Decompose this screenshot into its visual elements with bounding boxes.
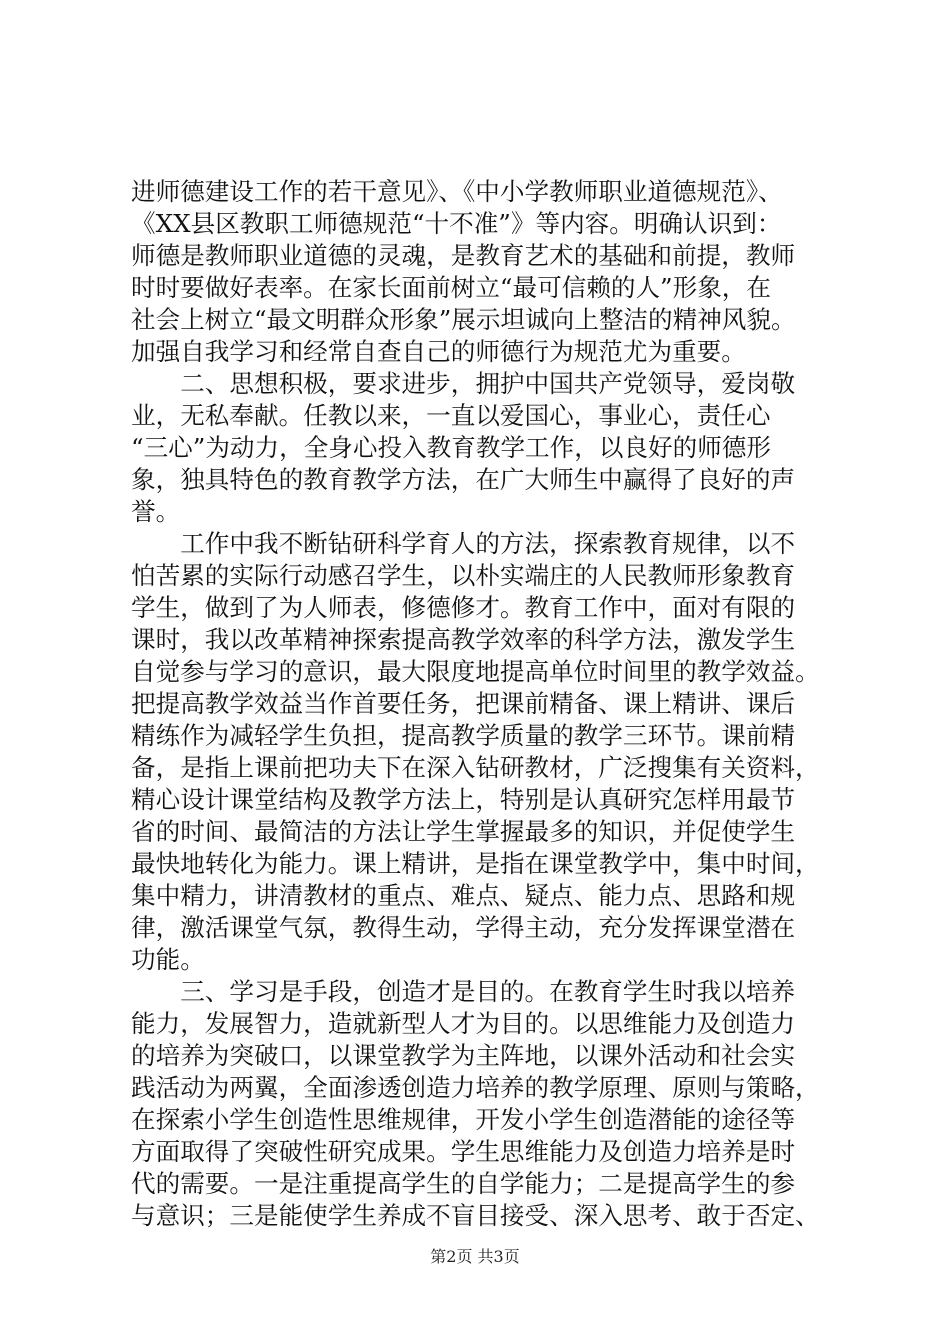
text-line: 功能。 — [131, 945, 205, 974]
text-line: 《XX县区教职工师德规范“十不准”》等内容。明确认识到： — [131, 209, 782, 238]
text-line: 在探索小学生创造性思维规律，开发小学生创造潜能的途径等 — [131, 1105, 796, 1134]
text-line: 加强自我学习和经常自查自己的师德行为规范尤为重要。 — [131, 337, 746, 366]
text-line: 践活动为两翼，全面渗透创造力培养的教学原理、原则与策略， — [131, 1073, 820, 1102]
document-body — [131, 176, 831, 1232]
text-line: 精练作为减轻学生负担，提高教学质量的教学三环节。课前精 — [131, 721, 796, 750]
text-line: 代的需要。一是注重提高学生的自学能力；二是提高学生的参 — [131, 1169, 796, 1198]
text-line: 进师德建设工作的若干意见》、《中小学教师职业道德规范》、 — [131, 177, 783, 206]
text-line: 自觉参与学习的意识，最大限度地提高单位时间里的教学效益。 — [131, 657, 820, 686]
text-line: “三心”为动力，全身心投入教育教学工作，以良好的师德形 — [131, 433, 771, 462]
text-line: 誉。 — [131, 497, 181, 526]
text-line: 集中精力，讲清教材的重点、难点、疑点、能力点、思路和规 — [131, 881, 796, 910]
text-line: 社会上树立“最文明群众形象”展示坦诚向上整洁的精神风貌。 — [131, 305, 796, 334]
text-line: 能力，发展智力，造就新型人才为目的。以思维能力及创造力 — [131, 1009, 796, 1038]
text-line: 时时要做好表率。在家长面前树立“最可信赖的人”形象，在 — [131, 273, 771, 302]
text-line: 的培养为突破口，以课堂教学为主阵地，以课外活动和社会实 — [131, 1041, 796, 1070]
text-line: 三、学习是手段，创造才是目的。在教育学生时我以培养 — [131, 977, 796, 1006]
text-line: 师德是教师职业道德的灵魂，是教育艺术的基础和前提，教师 — [131, 241, 796, 270]
text-line: 省的时间、最简洁的方法让学生掌握最多的知识，并促使学生 — [131, 817, 796, 846]
text-line: 课时，我以改革精神探索提高教学效率的科学方法，激发学生 — [131, 625, 796, 654]
text-line: 精心设计课堂结构及教学方法上，特别是认真研究怎样用最节 — [131, 785, 796, 814]
text-line: 最快地转化为能力。课上精讲，是指在课堂教学中，集中时间， — [131, 849, 820, 878]
page-number-footer: 第2页 共3页 — [430, 1247, 520, 1266]
text-line: 业，无私奉献。任教以来，一直以爱国心，事业心，责任心 — [131, 401, 771, 430]
text-line: 象，独具特色的教育教学方法，在广大师生中赢得了良好的声 — [131, 465, 796, 494]
text-line: 备，是指上课前把功夫下在深入钻研教材，广泛搜集有关资料， — [131, 753, 820, 782]
text-line: 二、思想积极，要求进步，拥护中国共产党领导，爱岗敬 — [131, 369, 796, 398]
text-line: 学生，做到了为人师表，修德修才。教育工作中，面对有限的 — [131, 593, 796, 622]
text-line: 与意识；三是能使学生养成不盲目接受、深入思考、敢于否定、 — [131, 1201, 820, 1230]
text-line: 工作中我不断钻研科学育人的方法，探索教育规律，以不 — [131, 529, 796, 558]
text-line: 把提高教学效益当作首要任务，把课前精备、课上精讲、课后 — [131, 689, 796, 718]
text-line: 方面取得了突破性研究成果。学生思维能力及创造力培养是时 — [131, 1137, 796, 1166]
text-line: 律，激活课堂气氛，教得生动，学得主动，充分发挥课堂潜在 — [131, 913, 796, 942]
text-line: 怕苦累的实际行动感召学生，以朴实端庄的人民教师形象教育 — [131, 561, 796, 590]
